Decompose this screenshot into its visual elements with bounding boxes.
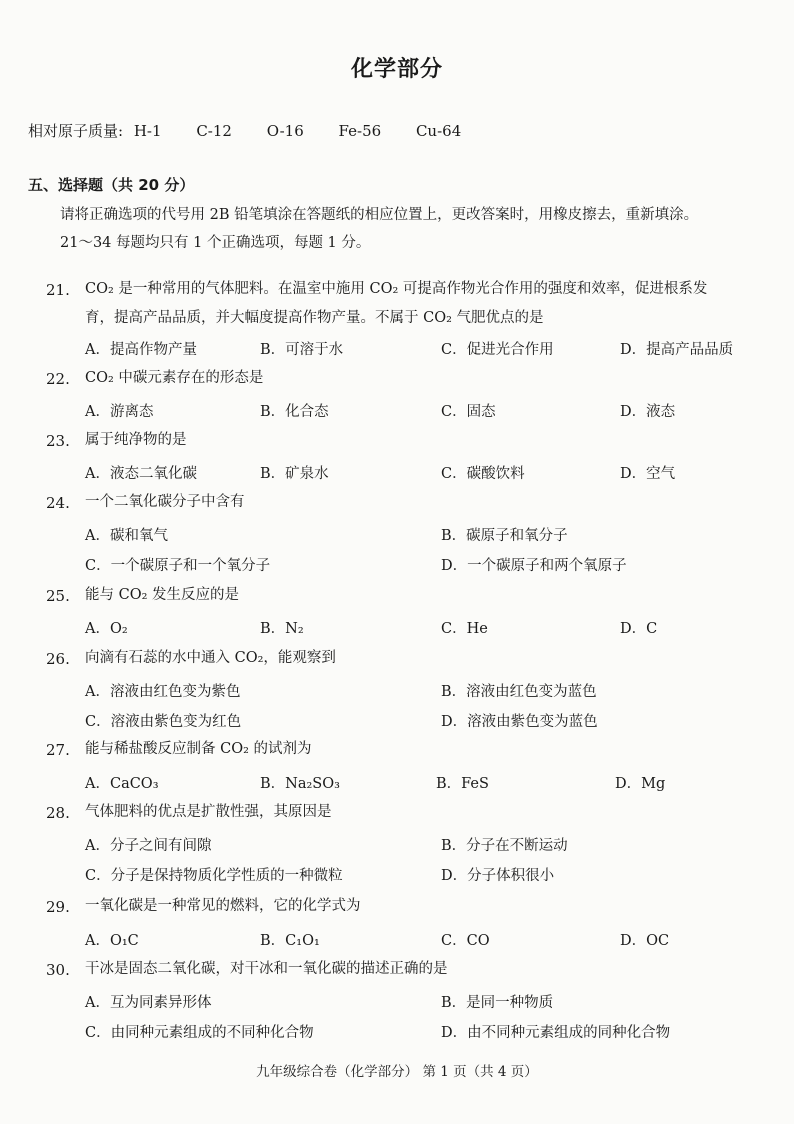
option-a[interactable]: A．提高作物产量 [85,342,197,358]
atomic-mass-cu: Cu-64 [415,122,462,140]
option-d[interactable]: D．C [620,621,658,637]
option-d[interactable]: D．分子体积很小 [441,868,555,884]
option-c[interactable]: C．分子是保持物质化学性质的一种微粒 [85,868,343,884]
question-stem: 一个二氧化碳分子中含有 [85,494,245,510]
option-d[interactable]: D．OC [620,933,670,949]
option-d[interactable]: D．一个碳原子和两个氧原子 [441,558,627,574]
option-d[interactable]: D．提高产品品质 [620,342,734,358]
atomic-mass-h: H-1 [133,122,162,140]
option-c[interactable]: C．促进光合作用 [441,342,554,358]
option-b[interactable]: B．化合态 [260,404,329,420]
option-b[interactable]: B．C₁O₁ [260,933,320,949]
question-number: 23. [46,432,70,450]
question-number: 25. [46,587,70,605]
option-c[interactable]: C．He [441,621,488,637]
question-stem: 向滴有石蕊的水中通入 CO₂，能观察到 [85,650,336,666]
option-d[interactable]: D．液态 [620,404,676,420]
option-c[interactable]: B．FeS [436,776,489,792]
option-b[interactable]: B．矿泉水 [260,466,329,482]
question-stem: 干冰是固态二氧化碳，对干冰和一氧化碳的描述正确的是 [85,961,448,977]
option-a[interactable]: A．O₂ [85,621,128,637]
question-number: 21. [46,281,70,299]
page-footer: 九年级综合卷（化学部分） 第 1 页（共 4 页） [256,1064,538,1080]
option-b[interactable]: B．分子在不断运动 [441,838,568,854]
option-d[interactable]: D．由不同种元素组成的同种化合物 [441,1025,671,1041]
option-a[interactable]: A．游离态 [85,404,154,420]
option-c[interactable]: C．碳酸饮料 [441,466,525,482]
option-b[interactable]: B．碳原子和氧分子 [441,528,568,544]
option-a[interactable]: A．溶液由红色变为紫色 [85,684,241,700]
option-a[interactable]: A．O₁C [85,933,139,949]
option-b[interactable]: B．Na₂SO₃ [260,776,340,792]
option-c[interactable]: C．CO [441,933,490,949]
option-b[interactable]: B．是同一种物质 [441,995,554,1011]
question-stem-line-1: CO₂ 是一种常用的气体肥料。在温室中施用 CO₂ 可提高作物光合作用的强度和效率，促进根系发 [85,281,708,297]
option-b[interactable]: B．溶液由红色变为蓝色 [441,684,597,700]
question-number: 26. [46,650,70,668]
question-number: 22. [46,370,70,388]
atomic-masses-label: 相对原子质量: [28,122,124,140]
question-stem: 能与 CO₂ 发生反应的是 [85,587,240,603]
question-number: 29. [46,898,70,916]
question-number: 27. [46,741,70,759]
option-a[interactable]: A．CaCO₃ [85,776,159,792]
atomic-mass-c: C-12 [196,122,232,140]
question-stem: 能与稀盐酸反应制备 CO₂ 的试剂为 [85,741,312,757]
option-c[interactable]: C．固态 [441,404,496,420]
option-b[interactable]: B．可溶于水 [260,342,344,358]
option-c[interactable]: C．由同种元素组成的不同种化合物 [85,1025,314,1041]
question-number: 24. [46,494,70,512]
atomic-mass-fe: Fe-56 [338,122,382,140]
atomic-masses [28,120,491,141]
option-a[interactable]: A．分子之间有间隙 [85,838,212,854]
option-d[interactable]: D．空气 [620,466,676,482]
option-a[interactable]: A．互为同素异形体 [85,995,212,1011]
option-d[interactable]: D．Mg [615,776,666,792]
option-a[interactable]: A．液态二氧化碳 [85,466,197,482]
section-heading: 五、选择题（共 20 分） [28,176,195,194]
question-stem: 气体肥料的优点是扩散性强，其原因是 [85,804,332,820]
option-c[interactable]: C．一个碳原子和一个氧分子 [85,558,271,574]
question-number: 28. [46,804,70,822]
option-d[interactable]: D．溶液由紫色变为蓝色 [441,714,598,730]
section-instruction-1: 请将正确选项的代号用 2B 铅笔填涂在答题纸的相应位置上，更改答案时，用橡皮擦去，重新填涂。 [60,207,699,223]
option-a[interactable]: A．碳和氧气 [85,528,168,544]
question-stem [85,275,775,333]
atomic-mass-o: O-16 [266,122,304,140]
section-instruction-2: 21～34 每题均只有 1 个正确选项，每题 1 分。 [60,235,371,251]
question-stem-line-2: 育，提高产品品质，并大幅度提高作物产量。不属于 CO₂ 气肥优点的是 [85,310,544,326]
question-number: 30. [46,961,70,979]
option-b[interactable]: B．N₂ [260,621,304,637]
question-stem: 一氧化碳是一种常见的燃料，它的化学式为 [85,898,361,914]
question-stem: 属于纯净物的是 [85,432,187,448]
question-stem: CO₂ 中碳元素存在的形态是 [85,370,264,386]
option-c[interactable]: C．溶液由紫色变为红色 [85,714,242,730]
page-title: 化学部分 [350,57,443,82]
